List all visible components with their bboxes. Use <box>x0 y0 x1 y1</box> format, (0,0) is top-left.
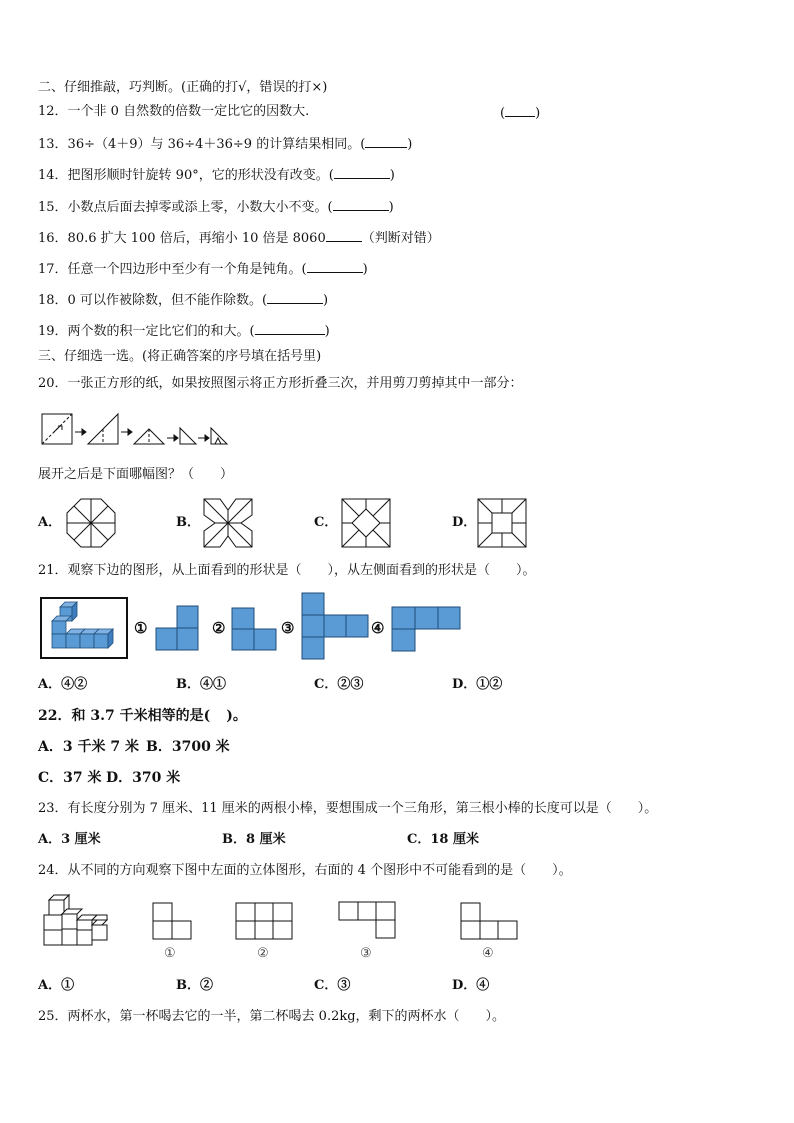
question-25: 25．两杯水，第一杯喝去它的一半，第二杯喝去 0.2kg，剩下的两杯水（ ）。 <box>38 1009 506 1024</box>
section2-title: 二、仔细推敲，巧判断。(正确的打√，错误的打×) <box>38 80 328 95</box>
q12-number: 12． <box>38 104 68 119</box>
question-16: 16．80.6 扩大 100 倍后，再缩小 10 倍是 8060 （判断对错） <box>38 231 440 246</box>
q21-view-3 <box>301 592 369 660</box>
q21-option-c[interactable]: C．②③ <box>314 677 364 692</box>
q20-subquestion: 展开之后是下面哪幅图？（ ） <box>38 467 234 482</box>
section3-title: 三、仔细选一选。(将正确答案的序号填在括号里) <box>38 349 322 364</box>
question-17: 17．任意一个四边形中至少有一个角是钝角。( ) <box>38 262 368 277</box>
q22-option-b[interactable]: B．3700 米 <box>146 739 230 755</box>
q16-answer-blank[interactable] <box>326 229 362 242</box>
question-12 <box>38 104 309 120</box>
q19-answer-blank[interactable] <box>255 322 325 335</box>
q24-option-b[interactable]: B．② <box>176 978 214 993</box>
q22-option-a[interactable]: A．3 千米 7 米 <box>38 739 139 755</box>
question-14: 14．把图形顺时针旋转 90°，它的形状没有改变。( ) <box>38 168 395 183</box>
q22-option-c[interactable]: C．37 米 <box>38 770 102 786</box>
q20-figure-b-cross <box>203 498 253 548</box>
question-19: 19．两个数的积一定比它们的和大。( ) <box>38 324 330 339</box>
q21-option-b[interactable]: B．④① <box>176 677 227 692</box>
q21-marker-3: ③ <box>281 619 295 637</box>
q15-answer-blank[interactable] <box>333 198 389 211</box>
q14-answer-blank[interactable] <box>334 166 390 179</box>
q18-answer-blank[interactable] <box>267 291 323 304</box>
q20-option-a[interactable]: A． <box>38 515 62 530</box>
q23-option-c[interactable]: C．18 厘米 <box>407 832 479 847</box>
q17-answer-blank[interactable] <box>307 260 363 273</box>
q23-option-a[interactable]: A．3 厘米 <box>38 832 101 847</box>
question-15: 15．小数点后面去掉零或添上零，小数大小不变。( ) <box>38 200 394 215</box>
q21-view-4 <box>391 606 461 652</box>
q12-answer-blank[interactable]: ( ) <box>500 106 541 121</box>
q24-option-c[interactable]: C．③ <box>314 978 351 993</box>
fold-step-small-triangle <box>180 428 196 444</box>
q24-view-3 <box>338 901 396 939</box>
question-24: 24．从不同的方向观察下图中左面的立体图形，右面的 4 个图形中不可能看到的是（ ）。 <box>38 863 572 878</box>
q20-option-c[interactable]: C． <box>314 515 338 530</box>
q21-marker-2: ② <box>212 619 226 637</box>
q24-marker-3: ③ <box>360 946 372 961</box>
q22-option-d[interactable]: D．370 米 <box>106 770 181 786</box>
q21-view-2 <box>231 607 277 651</box>
q21-marker-4: ④ <box>371 619 385 637</box>
q20-figure-c-diamond <box>341 498 391 548</box>
q20-option-b[interactable]: B． <box>176 515 200 530</box>
fold-step-cut-triangle <box>211 428 227 444</box>
question-20: 20．一张正方形的纸，如果按照图示将正方形折叠三次，并用剪刀剪掉其中一部分： <box>38 376 523 391</box>
q24-marker-1: ① <box>164 946 176 961</box>
q21-solid-figure <box>40 597 128 659</box>
q21-option-d[interactable]: D．①② <box>452 677 503 692</box>
q23-option-b[interactable]: B．8 厘米 <box>222 832 286 847</box>
q24-view-2 <box>235 902 293 940</box>
q24-marker-4: ④ <box>482 946 494 961</box>
q24-option-d[interactable]: D．④ <box>452 978 490 993</box>
q24-option-a[interactable]: A．① <box>38 978 75 993</box>
q24-view-1 <box>152 902 192 940</box>
q24-view-4 <box>460 902 518 940</box>
question-18: 18．0 可以作被除数，但不能作除数。( ) <box>38 293 329 308</box>
q21-view-1 <box>155 605 199 651</box>
q24-marker-2: ② <box>257 946 269 961</box>
q13-answer-blank[interactable] <box>365 135 407 148</box>
q20-figure-a-octagon <box>66 498 116 548</box>
question-23: 23．有长度分别为 7 厘米、11 厘米的两根小棒，要想围成一个三角形，第三根小棒的长度可以是（ ）。 <box>38 801 658 816</box>
question-22: 22．和 3.7 千米相等的是( )。 <box>38 708 247 724</box>
q20-figure-d-square <box>477 498 527 548</box>
q21-marker-1: ① <box>134 619 148 637</box>
q21-option-a[interactable]: A．④② <box>38 677 88 692</box>
q20-option-d[interactable]: D． <box>452 515 477 530</box>
question-21: 21．观察下边的图形，从上面看到的形状是（ ），从左侧面看到的形状是（ ）。 <box>38 563 536 578</box>
question-13: 13．36÷（4＋9）与 36÷4＋36÷9 的计算结果相同。( ) <box>38 137 413 152</box>
folding-sequence-figure <box>40 410 220 450</box>
q24-solid-figure <box>43 894 109 946</box>
q12-text: 一个非 0 自然数的倍数一定比它的因数大. <box>67 104 310 119</box>
